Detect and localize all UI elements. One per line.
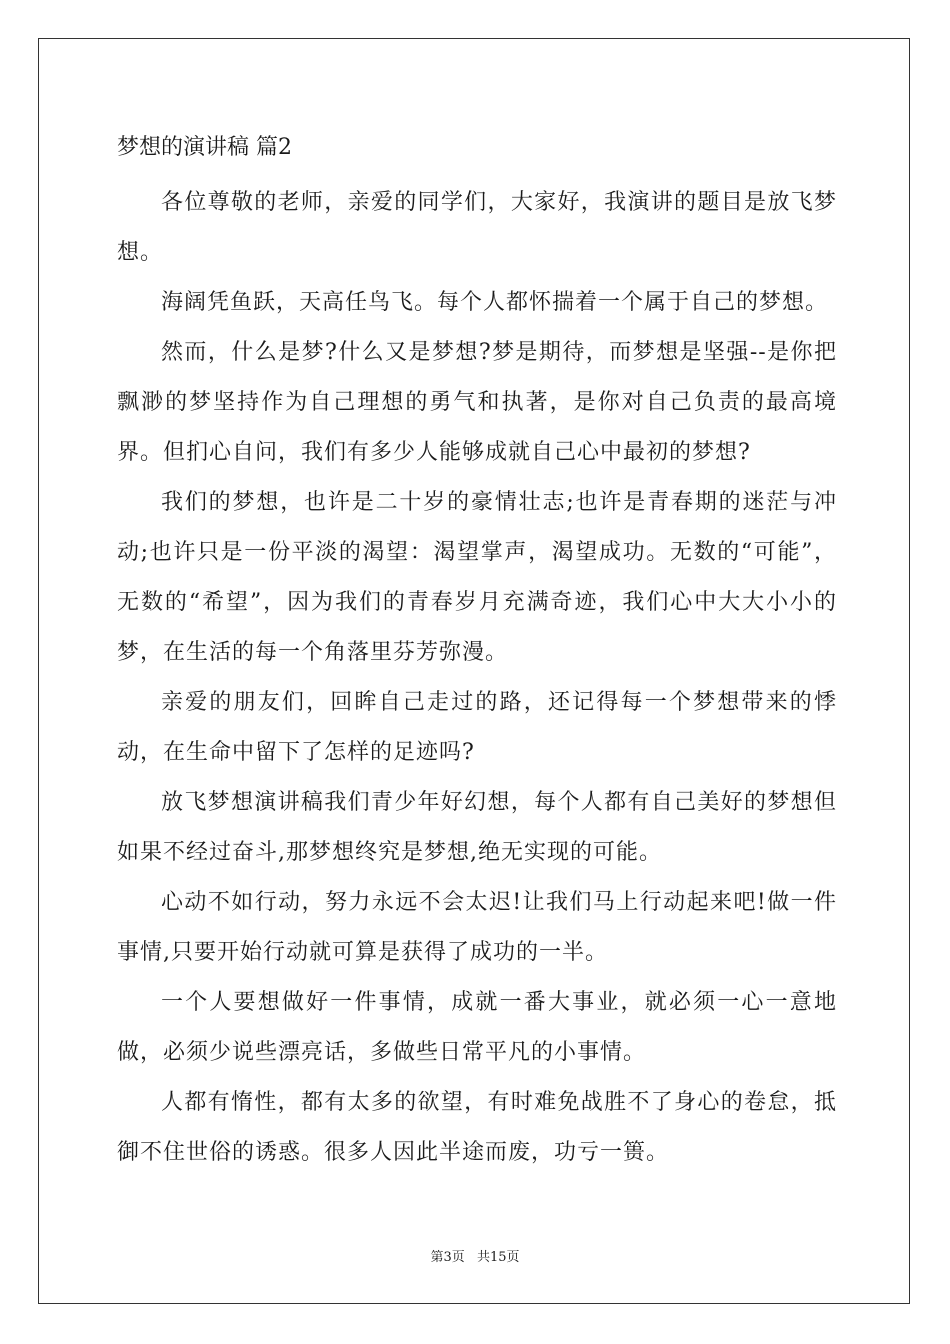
paragraph-6: 放飞梦想演讲稿我们青少年好幻想，每个人都有自己美好的梦想但如果不经过奋斗,那梦想终究是梦想,绝无实现的可能。	[117, 790, 837, 865]
paragraph-2: 海阔凭鱼跃，天高任鸟飞。每个人都怀揣着一个属于自己的梦想。	[161, 290, 829, 315]
paragraph-7: 心动不如行动，努力永远不会太迟!让我们马上行动起来吧!做一件事情,只要开始行动就可算是获得了成功的一半。	[117, 890, 837, 965]
page-footer	[0, 1246, 950, 1265]
page-total: 共15页	[476, 1250, 520, 1265]
page-number: 第3页	[430, 1250, 465, 1265]
paragraph-1: 各位尊敬的老师，亲爱的同学们，大家好，我演讲的题目是放飞梦想。	[117, 190, 837, 265]
document-title: 梦想的演讲稿 篇2	[117, 135, 292, 160]
paragraph-8: 一个人要想做好一件事情，成就一番大事业，就必须一心一意地做，必须少说些漂亮话，多做些日常平凡的小事情。	[117, 990, 837, 1065]
paragraph-4: 我们的梦想，也许是二十岁的豪情壮志;也许是青春期的迷茫与冲动;也许只是一份平淡的渴望：渴望掌声，渴望成功。无数的“可能”，无数的“希望”，因为我们的青春岁月充满奇迹，我们心中大大小小的梦，在生活的每一个角落里芬芳弥漫。	[117, 490, 837, 665]
paragraph-3: 然而，什么是梦?什么又是梦想?梦是期待，而梦想是坚强--是你把飘渺的梦坚持作为自己理想的勇气和执著，是你对自己负责的最高境界。但扪心自问，我们有多少人能够成就自己心中最初的梦想?	[117, 340, 837, 465]
document-body	[117, 128, 837, 1178]
paragraph-9: 人都有惰性，都有太多的欲望，有时难免战胜不了身心的卷怠，抵御不住世俗的诱惑。很多人因此半途而废，功亏一篑。	[117, 1090, 837, 1165]
paragraph-5: 亲爱的朋友们，回眸自己走过的路，还记得每一个梦想带来的悸动，在生命中留下了怎样的足迹吗?	[117, 690, 837, 765]
